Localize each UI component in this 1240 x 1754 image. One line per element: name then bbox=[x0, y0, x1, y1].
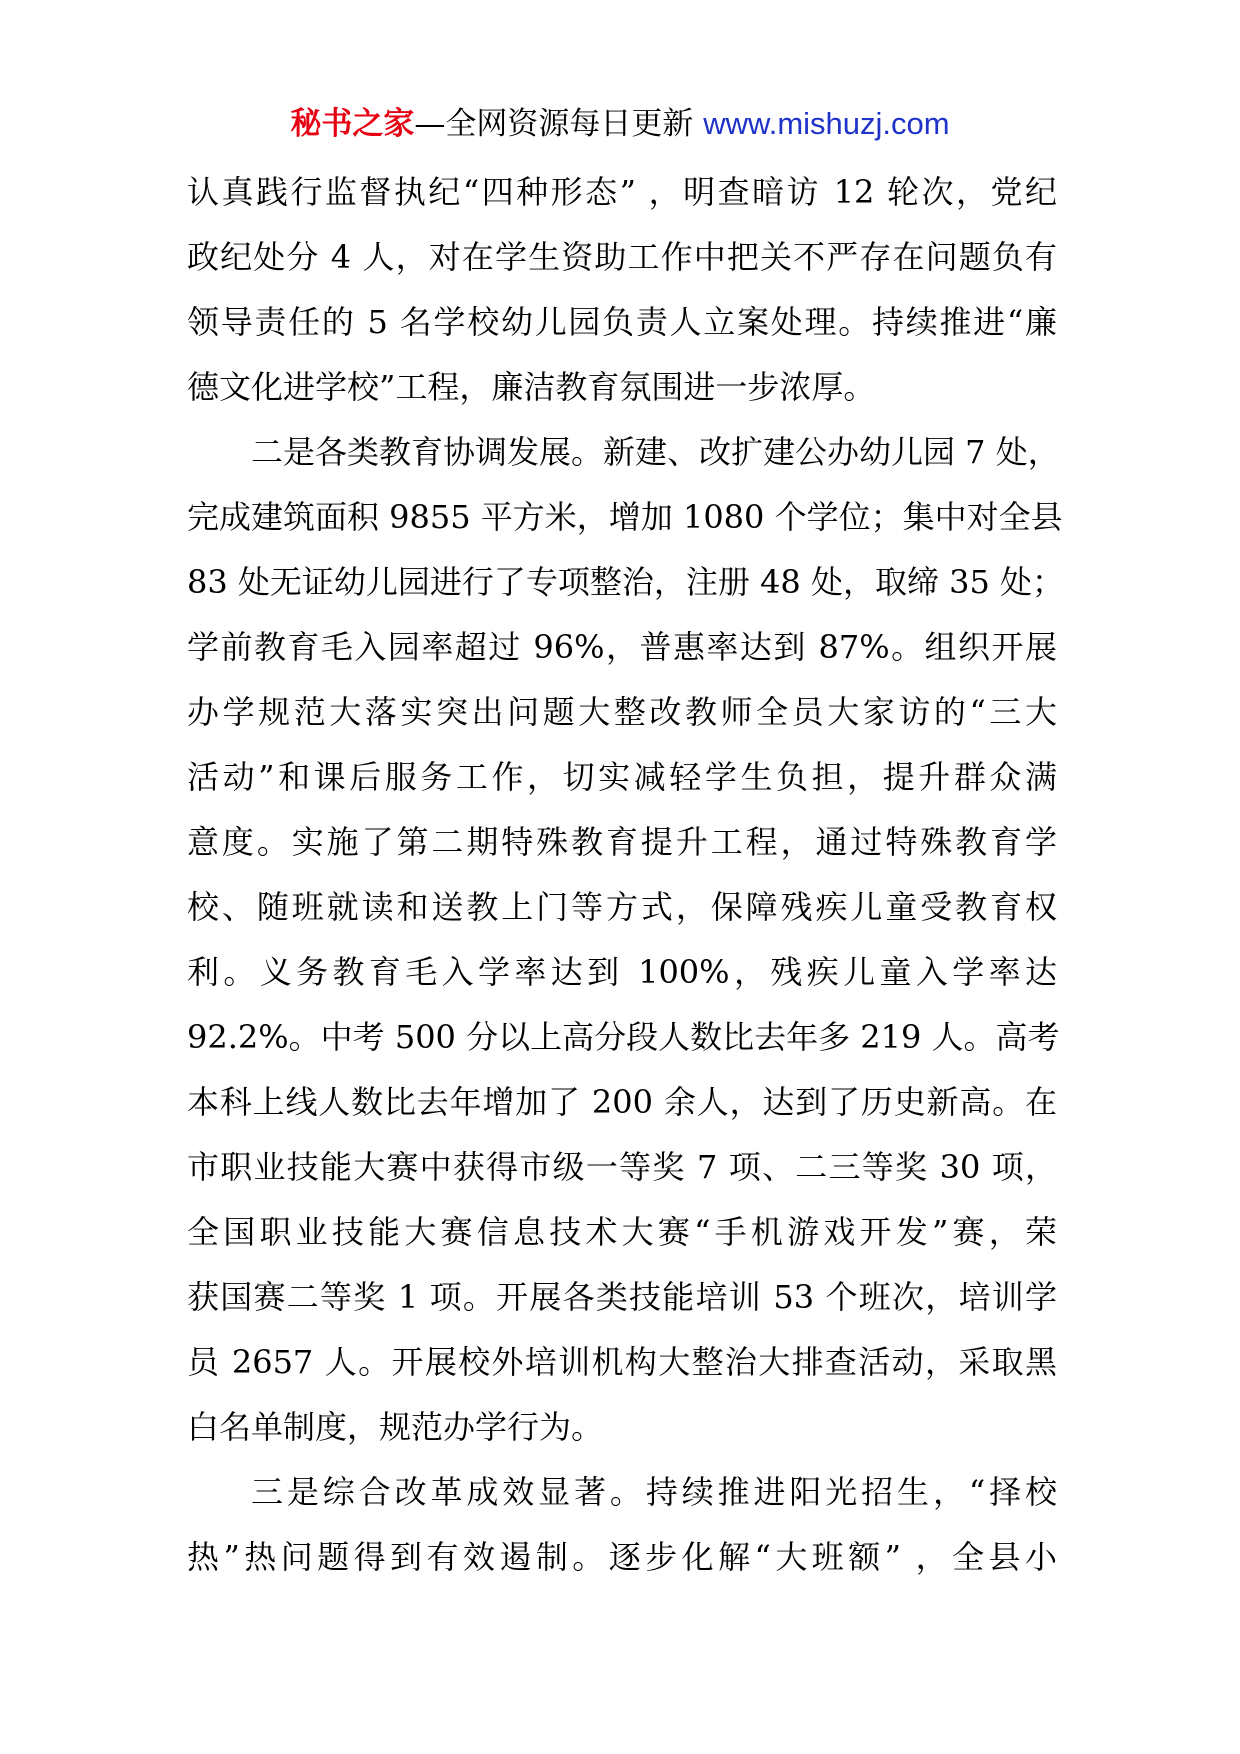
text-line: 获国赛二等奖 1 项。开展各类技能培训 53 个班次，培训学 bbox=[187, 1278, 1057, 1316]
text-line: 92.2%。中考 500 分以上高分段人数比去年多 219 人。高考 bbox=[187, 1018, 1060, 1056]
text-line: 活动”和课后服务工作，切实减轻学生负担，提升群众满 bbox=[187, 758, 1057, 796]
text-line: 政纪处分 4 人，对在学生资助工作中把关不严存在问题负有 bbox=[187, 238, 1057, 276]
text-line: 员 2657 人。开展校外培训机构大整治大排查活动，采取黑 bbox=[187, 1343, 1057, 1381]
website-link[interactable]: www.mishuzj.com bbox=[703, 106, 950, 141]
paragraph-start-line: 三是综合改革成效显著。持续推进阳光招生，“择校 bbox=[251, 1473, 1057, 1511]
text-line: 本科上线人数比去年增加了 200 余人，达到了历史新高。在 bbox=[187, 1083, 1057, 1121]
document-body bbox=[187, 160, 1065, 1590]
text-line: 领导责任的 5 名学校幼儿园负责人立案处理。持续推进“廉 bbox=[187, 303, 1057, 341]
brand-name: 秘书之家 bbox=[290, 106, 415, 142]
text-line: 意度。实施了第二期特殊教育提升工程，通过特殊教育学 bbox=[187, 823, 1057, 861]
text-line: 学前教育毛入园率超过 96%，普惠率达到 87%。组织开展 bbox=[187, 628, 1057, 666]
text-line: 白名单制度，规范办学行为。 bbox=[187, 1408, 604, 1446]
text-line: 利。义务教育毛入学率达到 100%，残疾儿童入学率达 bbox=[187, 953, 1057, 991]
text-line: 校、随班就读和送教上门等方式，保障残疾儿童受教育权 bbox=[187, 888, 1057, 926]
page-header bbox=[0, 98, 1240, 150]
text-line: 热”热问题得到有效遏制。逐步化解“大班额” ，全县小 bbox=[187, 1538, 1057, 1576]
text-line: 完成建筑面积 9855 平方米，增加 1080 个学位；集中对全县 bbox=[187, 498, 1063, 536]
text-line: 市职业技能大赛中获得市级一等奖 7 项、二三等奖 30 项， bbox=[187, 1148, 1057, 1186]
text-line: 全国职业技能大赛信息技术大赛“手机游戏开发”赛，荣 bbox=[187, 1213, 1057, 1251]
text-line: 83 处无证幼儿园进行了专项整治，注册 48 处，取缔 35 处； bbox=[187, 563, 1065, 601]
text-line: 认真践行监督执纪“四种形态” ，明查暗访 12 轮次，党纪 bbox=[187, 173, 1057, 211]
paragraph-start-line: 二是各类教育协调发展。新建、改扩建公办幼儿园 7 处， bbox=[251, 433, 1060, 471]
header-tagline: —全网资源每日更新 bbox=[414, 106, 694, 142]
text-line: 办学规范大落实突出问题大整改教师全员大家访的“三大 bbox=[187, 693, 1057, 731]
text-line: 德文化进学校”工程，廉洁教育氛围进一步浓厚。 bbox=[187, 368, 876, 406]
